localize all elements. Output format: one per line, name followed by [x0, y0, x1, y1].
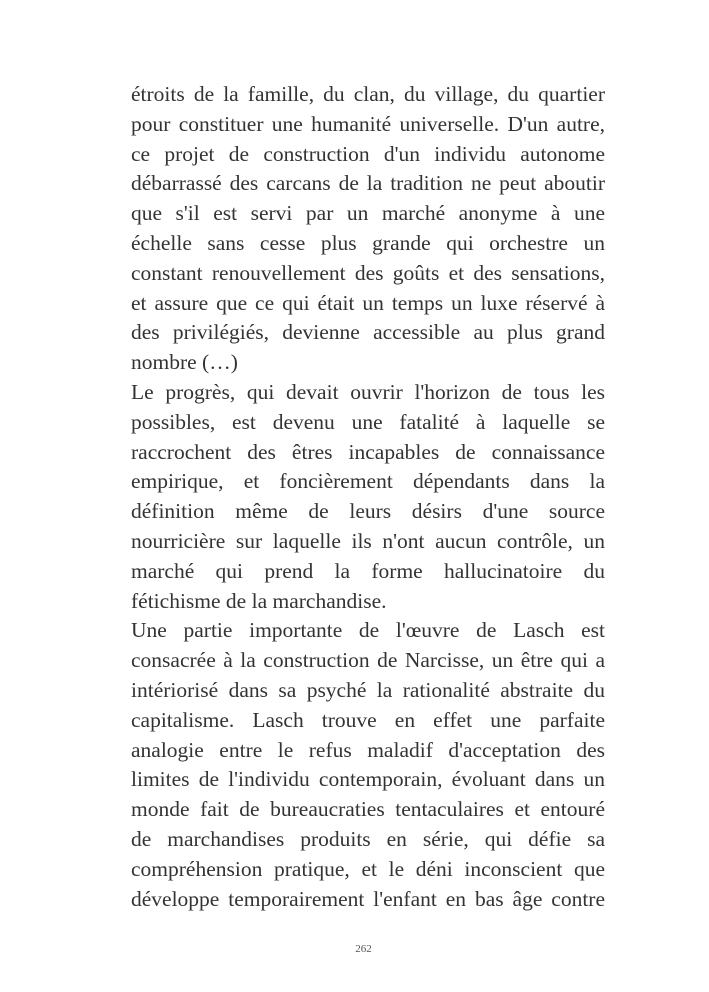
paragraph [131, 616, 605, 914]
page-number: 262 [355, 943, 372, 955]
text-line: des privilégiés, devienne accessible au plus grand [131, 320, 605, 345]
text-line: échelle sans cesse plus grande qui orchestre un [131, 230, 605, 255]
text-line: ce projet de construction d'un individu autonome [131, 141, 605, 166]
text-line: analogie entre le refus maladif d'acceptation des [131, 737, 605, 762]
text-line: et assure que ce qui était un temps un luxe réservé à [131, 290, 605, 315]
text-line: intériorisé dans sa psyché la rationalité abstraite du [131, 677, 605, 702]
text-line: empirique, et foncièrement dépendants dans la [131, 469, 605, 494]
text-line: consacrée à la construction de Narcisse, un être qui a [131, 648, 605, 673]
paragraph [131, 378, 605, 616]
text-line: nombre (…) [131, 350, 238, 375]
text-line: nourricière sur laquelle ils n'ont aucun contrôle, un [131, 528, 605, 553]
text-line: pour constituer une humanité universelle. D'un autre, [131, 111, 605, 136]
text-line: débarrassé des carcans de la tradition ne peut aboutir [131, 171, 605, 196]
text-line: possibles, est devenu une fatalité à laquelle se [131, 409, 605, 434]
text-line: développe temporairement l'enfant en bas âge contre [131, 886, 605, 911]
text-line: définition même de leurs désirs d'une source [131, 499, 605, 524]
text-line: Une partie importante de l'œuvre de Lasch est [131, 618, 605, 643]
text-line: fétichisme de la marchandise. [131, 588, 387, 613]
text-line: raccrochent des êtres incapables de connaissance [131, 439, 605, 464]
text-line: limites de l'individu contemporain, évoluant dans un [131, 767, 605, 792]
text-line: monde fait de bureaucraties tentaculaires et entouré [131, 797, 605, 822]
text-line: constant renouvellement des goûts et des sensations, [131, 260, 605, 285]
text-line: étroits de la famille, du clan, du village, du quartier [131, 82, 605, 106]
text-line: capitalisme. Lasch trouve en effet une parfaite [131, 707, 605, 732]
text-line: de marchandises produits en série, qui défie sa [131, 826, 605, 851]
body-text [131, 80, 605, 914]
text-line: compréhension pratique, et le déni inconscient que [131, 856, 605, 881]
paragraph [131, 80, 605, 378]
text-line: que s'il est servi par un marché anonyme à une [131, 201, 605, 226]
text-line: marché qui prend la forme hallucinatoire du [131, 558, 605, 583]
text-line: Le progrès, qui devait ouvrir l'horizon de tous les [131, 379, 605, 404]
